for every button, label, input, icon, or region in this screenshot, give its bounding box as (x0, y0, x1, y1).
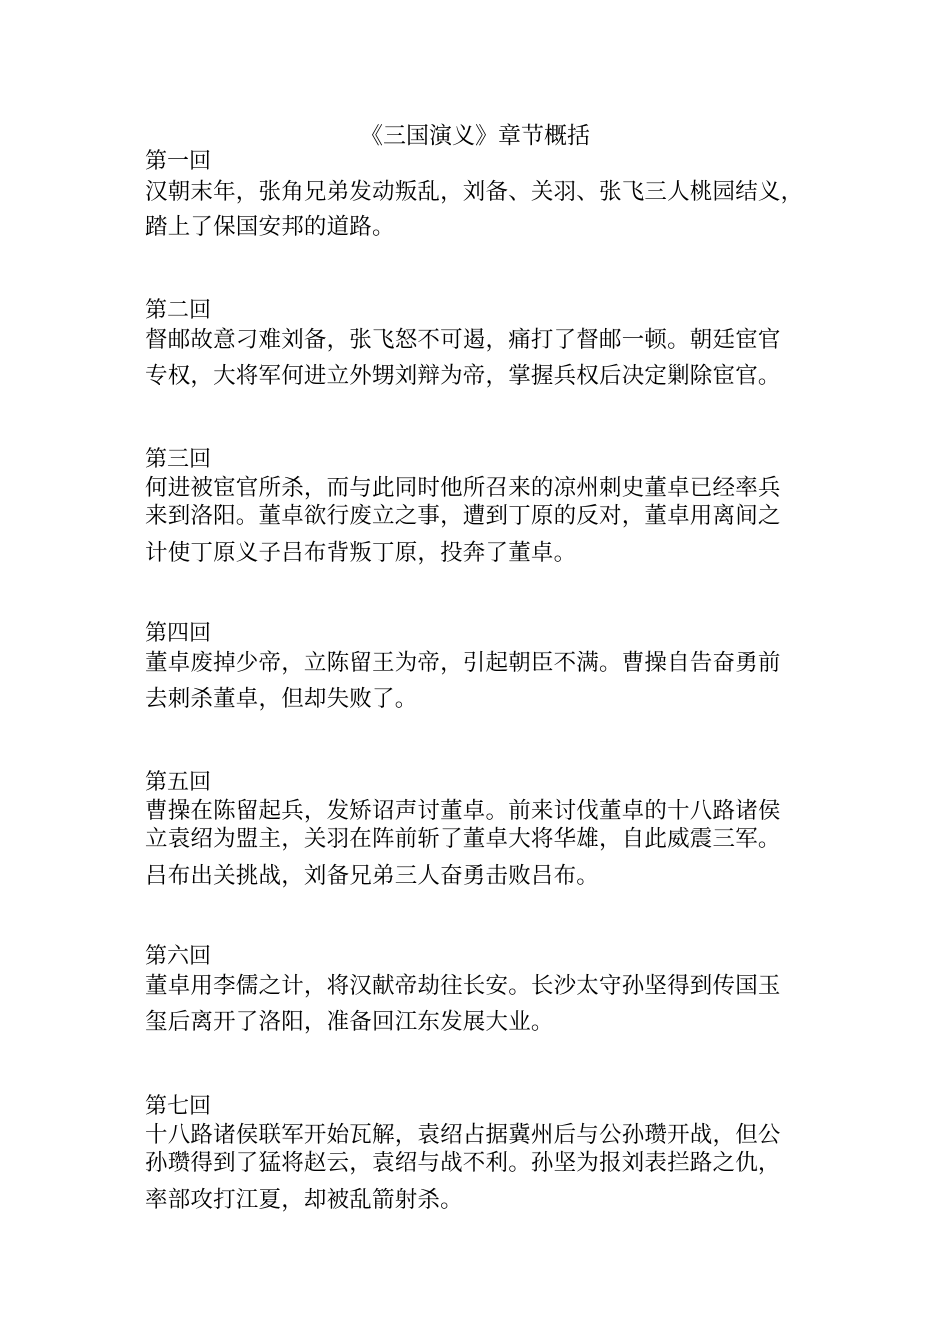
chapter-text-line: 董卓用李儒之计，将汉献帝劫往长安。长沙太守孙坚得到传国玉 (145, 973, 781, 999)
chapter-text-line: 玺后离开了洛阳，准备回江东发展大业。 (145, 1009, 554, 1035)
chapter-heading: 第五回 (145, 770, 212, 795)
chapter-text-line: 率部攻打江夏，却被乱箭射杀。 (145, 1187, 463, 1213)
chapter-heading: 第二回 (145, 298, 212, 323)
chapter-text-line: 来到洛阳。董卓欲行废立之事，遭到丁原的反对，董卓用离间之 (145, 503, 781, 529)
chapter-text-line: 督邮故意刁难刘备，张飞怒不可遏，痛打了督邮一顿。朝廷宦官 (145, 327, 781, 353)
chapter-text-line: 踏上了保国安邦的道路。 (145, 214, 395, 240)
chapter-text-line: 十八路诸侯联军开始瓦解，袁绍占据冀州后与公孙瓒开战，但公 (145, 1122, 781, 1148)
chapter-4 (145, 620, 825, 720)
chapter-text-line: 吕布出关挑战，刘备兄弟三人奋勇击败吕布。 (145, 863, 600, 889)
chapter-6 (145, 943, 825, 1043)
chapter-text-line: 汉朝末年，张角兄弟发动叛乱，刘备、关羽、张飞三人桃园结义， (145, 179, 804, 205)
chapter-heading: 第一回 (145, 149, 212, 174)
chapter-text-line: 何进被宦官所杀，而与此同时他所召来的凉州刺史董卓已经率兵 (145, 475, 781, 501)
chapter-heading: 第六回 (145, 944, 212, 969)
chapter-3 (145, 446, 825, 576)
chapter-text-line: 去刺杀董卓，但却失败了。 (145, 686, 418, 712)
chapter-heading: 第七回 (145, 1094, 212, 1119)
chapter-text-line: 孙瓒得到了猛将赵云，袁绍与战不利。孙坚为报刘表拦路之仇， (145, 1150, 781, 1176)
document-title: 《三国演义》章节概括 (360, 123, 590, 149)
chapter-7 (145, 1093, 825, 1223)
chapter-1 (145, 148, 825, 246)
chapter-text-line: 计使丁原义子吕布背叛丁原，投奔了董卓。 (145, 540, 577, 566)
chapter-text-line: 专权，大将军何进立外甥刘辩为帝，掌握兵权后决定剿除宦官。 (145, 363, 781, 389)
chapter-text-line: 立袁绍为盟主，关羽在阵前斩了董卓大将华雄，自此威震三军。 (145, 826, 781, 852)
chapter-text-line: 董卓废掉少帝，立陈留王为帝，引起朝臣不满。曹操自告奋勇前 (145, 650, 781, 676)
chapter-heading: 第四回 (145, 621, 212, 646)
chapter-2 (145, 297, 825, 397)
chapter-5 (145, 769, 825, 899)
chapter-text-line: 曹操在陈留起兵，发矫诏声讨董卓。前来讨伐董卓的十八路诸侯 (145, 798, 781, 824)
chapter-heading: 第三回 (145, 447, 212, 472)
